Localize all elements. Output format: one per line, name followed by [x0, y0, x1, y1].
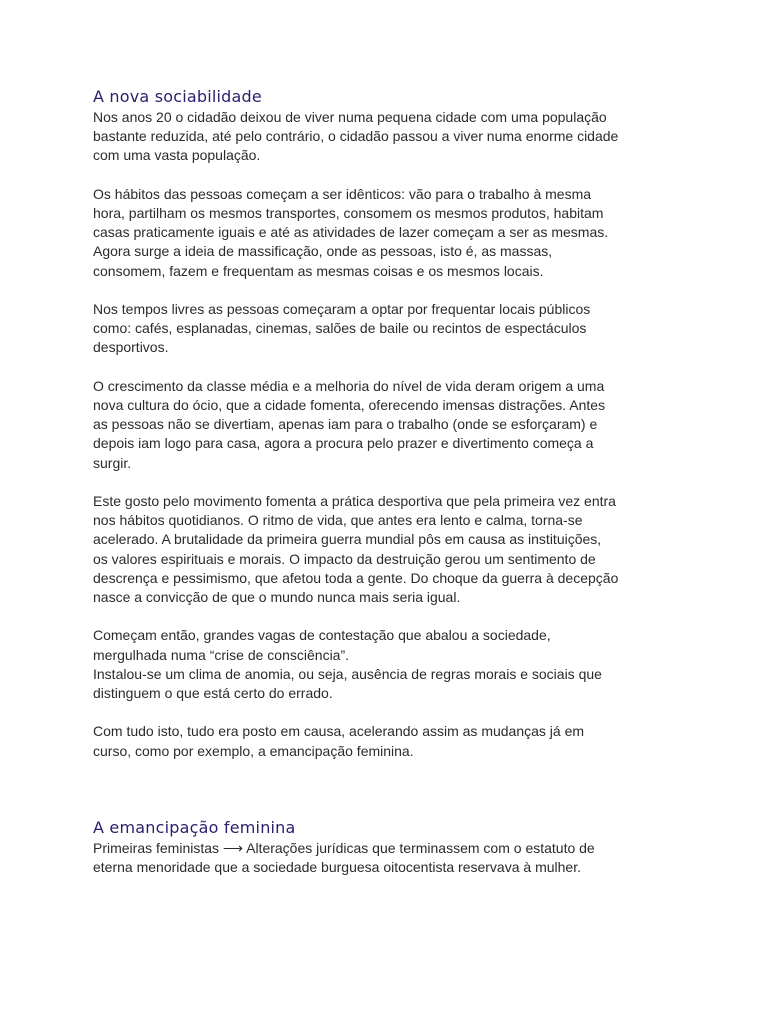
section-title: A nova sociabilidade	[93, 87, 262, 106]
section-title: A emancipação feminina	[93, 817, 296, 837]
section-spacer	[93, 761, 693, 817]
paragraph-spacer	[93, 607, 693, 626]
paragraph: Nos anos 20 o cidadão deixou de viver numa pequena cidade com uma população bastante reduzida, até pelo contrário, o cidadão passou a viver numa enorme cidade com uma vasta população.	[93, 109, 619, 164]
paragraph: Começam então, grandes vagas de contestação que abalou a sociedade, mergulhada numa “crise de consciência”. Instalou-se um clima de anomia, ou seja, ausência de regras morais e sociais que distinguem o que está certo do errado.	[93, 627, 602, 702]
paragraph-spacer	[93, 166, 693, 185]
paragraph: Os hábitos das pessoas começam a ser idênticos: vão para o trabalho à mesma hora, partilham os mesmos transportes, consomem os mesmos produtos, habitam casas praticamente iguais e até as atividades de lazer começam a ser as mesmas. Agora surge a ideia de massificação, onde as pessoas, isto é, as massas, consomem, fazem e frequentam as mesmas coisas e os mesmos locais.	[93, 185, 609, 279]
section-emancipacao-feminina	[93, 817, 693, 877]
paragraph: Este gosto pelo movimento fomenta a prática desportiva que pela primeira vez entra nos hábitos quotidianos. O ritmo de vida, que antes era lento e calma, torna-se acelerado. A brutalidade da primeira guerra mundial pôs em causa as instituições, os valores espirituais e morais. O impacto da destruição gerou um sentimento de descrença e pessimismo, que afetou toda a gente. Do choque da guerra à decepção nasce a convicção de que o mundo nunca mais seria igual.	[93, 493, 619, 606]
paragraph: Nos tempos livres as pessoas começaram a optar por frequentar locais públicos como: cafés, esplanadas, cinemas, salões de baile ou recintos de espectáculos desportivos.	[93, 301, 591, 356]
paragraph: Primeiras feministas ⟶ Alterações jurídicas que terminassem com o estatuto de eterna menoridade que a sociedade burguesa oitocentista reservava à mulher.	[93, 839, 595, 876]
paragraph-spacer	[93, 358, 693, 377]
paragraph: Com tudo isto, tudo era posto em causa, acelerando assim as mudanças já em curso, como por exemplo, a emancipação feminina.	[93, 723, 585, 759]
section-nova-sociabilidade	[93, 86, 693, 761]
document-page	[93, 86, 693, 877]
paragraph-spacer	[93, 703, 693, 722]
paragraph-spacer	[93, 473, 693, 492]
paragraph-spacer	[93, 281, 693, 300]
paragraph: O crescimento da classe média e a melhoria do nível de vida deram origem a uma nova cultura do ócio, que a cidade fomenta, oferecendo imensas distrações. Antes as pessoas não se divertiam, apenas iam para o trabalho (onde se esforçaram) e depois iam logo para casa, agora a procura pelo prazer e divertimento começa a surgir.	[93, 377, 606, 471]
